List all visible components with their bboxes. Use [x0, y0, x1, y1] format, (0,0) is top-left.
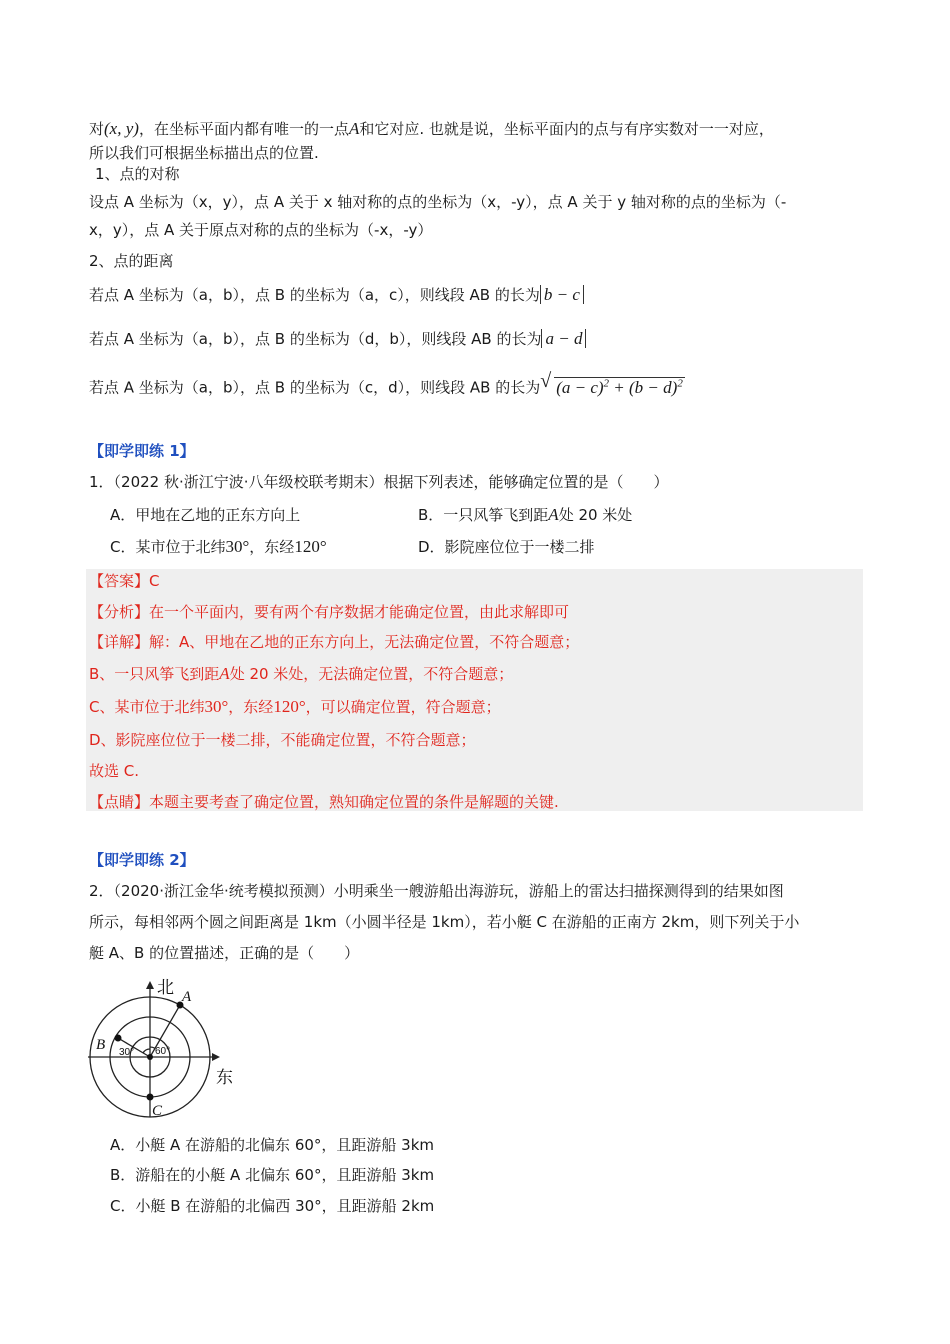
option-text: C．某市位于北纬 — [110, 538, 226, 556]
answer-value: C — [149, 572, 160, 590]
option-2c: C．小艇 B 在游船的北偏西 30°，且距游船 2km — [110, 1197, 435, 1215]
label-b: B — [96, 1037, 106, 1053]
east-arrow-icon — [212, 1053, 220, 1061]
tip-line — [89, 791, 559, 813]
detail-text: B、一只风筝飞到距 — [89, 665, 220, 683]
analysis-text: 在一个平面内，要有两个有序数据才能确定位置，由此求解即可 — [149, 603, 570, 621]
analysis-label: 【分析】 — [89, 603, 150, 621]
intro-line-2: 所以我们可根据坐标描出点的位置. — [89, 144, 319, 162]
math-latitude: 30° — [225, 537, 250, 556]
option-1a: A．甲地在乙地的正东方向上 — [110, 506, 301, 524]
ship-center — [147, 1054, 153, 1060]
option-2a: A．小艇 A 在游船的北偏东 60°，且距游船 3km — [110, 1136, 435, 1154]
symmetry-line-2: x，y），点 A 关于原点对称的点的坐标为（-x，-y） — [89, 221, 433, 239]
symmetry-line-1: 设点 A 坐标为（x，y），点 A 关于 x 轴对称的点的坐标为（x，-y），点 A 关于 y 轴对称的点的坐标为（- — [89, 193, 787, 211]
intro-text: 和它对应. 也就是说，坐标平面内的点与有序实数对一一对应， — [359, 120, 774, 138]
option-text: ，东经 — [249, 538, 295, 556]
detail-text: 解：A、甲地在乙地的正东方向上，无法确定位置，不符合题意； — [149, 633, 580, 651]
distance-text: 若点 A 坐标为（a，b），点 B 的坐标为（a，c），则线段 AB 的长为 — [89, 286, 540, 304]
question-2-line-1: 2．（2020·浙江金华·统考模拟预测）小明乘坐一艘游船出海游玩，游船上的雷达扫描探测得到的结果如图 — [89, 882, 784, 900]
tip-text: 本题主要考查了确定位置，熟知确定位置的条件是解题的关键. — [149, 793, 559, 811]
practice-tag-2: 【即学即练 2】 — [89, 851, 195, 869]
detail-line-4: D、影院座位位于一楼二排，不能确定位置，不符合题意； — [89, 731, 476, 749]
option-1b — [418, 504, 632, 526]
detail-label: 【详解】 — [89, 633, 150, 651]
analysis-line — [89, 601, 569, 623]
math-term: (a − c) — [556, 377, 604, 397]
detail-text: C、某市位于北纬 — [89, 698, 205, 716]
math-abs-b-c: b − c — [540, 285, 584, 304]
label-a: A — [182, 989, 192, 1005]
question-2-line-2: 所示，每相邻两个圆之间距离是 1km（小圆半径是 1km），若小艇 C 在游船的正南方 2km，则下列关于小 — [89, 913, 800, 931]
intro-line-1 — [89, 118, 774, 140]
angle-label-60: 60° — [155, 1046, 171, 1057]
math-term: + (b − d) — [609, 377, 678, 397]
intro-text: 对 — [89, 120, 105, 138]
detail-text: ，可以确定位置，符合题意； — [305, 698, 501, 716]
question-2-line-3: 艇 A、B 的位置描述，正确的是（ ） — [89, 944, 360, 962]
point-c — [147, 1094, 154, 1101]
angle-label-30: 30° — [119, 1047, 135, 1058]
question-1: 1．（2022 秋·浙江宁波·八年级校联考期末）根据下列表述，能够确定位置的是（ ） — [89, 473, 669, 491]
option-text: 处 20 米处 — [558, 506, 633, 524]
detail-line-2 — [89, 663, 513, 685]
distance-line-3 — [89, 372, 685, 399]
math-sqrt-formula — [540, 372, 685, 399]
detail-text: 处 20 米处，无法确定位置，不符合题意； — [229, 665, 514, 683]
tip-label: 【点睛】 — [89, 793, 150, 811]
label-c: C — [152, 1103, 163, 1119]
math-point-a: A — [548, 505, 559, 524]
detail-line-3 — [89, 696, 501, 718]
distance-text: 若点 A 坐标为（a，b），点 B 的坐标为（d，b），则线段 AB 的长为 — [89, 330, 542, 348]
east-label: 东 — [216, 1068, 233, 1087]
option-1d: D．影院座位位于一楼二排 — [418, 538, 595, 556]
sqrt-icon: √ — [540, 370, 552, 392]
math-exponent: 2 — [677, 377, 683, 389]
distance-text: 若点 A 坐标为（a，b），点 B 的坐标为（c，d），则线段 AB 的长为 — [89, 378, 541, 397]
detail-line-1 — [89, 631, 579, 653]
answer-label: 【答案】 — [89, 572, 150, 590]
math-point-a: A — [348, 119, 360, 138]
point-b — [115, 1035, 122, 1042]
math-xy: (x, y) — [104, 119, 139, 138]
math-point-a: A — [219, 664, 230, 683]
detail-line-5: 故选 C. — [89, 762, 140, 780]
north-arrow-icon — [146, 981, 154, 989]
section-heading-symmetry: 1、点的对称 — [95, 165, 180, 183]
north-label: 北 — [157, 978, 174, 997]
option-2b: B．游船在的小艇 A 北偏东 60°，且距游船 3km — [110, 1166, 435, 1184]
math-longitude: 120° — [273, 697, 306, 716]
section-heading-distance: 2、点的距离 — [89, 252, 174, 270]
intro-text: ，在坐标平面内都有唯一的一点 — [138, 120, 349, 138]
math-latitude: 30° — [204, 697, 229, 716]
detail-text: ，东经 — [228, 698, 274, 716]
option-1c — [110, 536, 327, 558]
angle-arc-left — [143, 1049, 150, 1053]
radar-diagram — [88, 975, 248, 1120]
distance-line-2 — [89, 328, 586, 350]
answer-line — [89, 570, 160, 592]
math-abs-a-d: a − d — [541, 329, 586, 348]
math-exponent: 2 — [603, 377, 610, 389]
option-text: B．一只风筝飞到距 — [418, 506, 549, 524]
math-longitude: 120° — [294, 537, 327, 556]
practice-tag-1: 【即学即练 1】 — [89, 442, 195, 460]
distance-line-1 — [89, 284, 584, 306]
